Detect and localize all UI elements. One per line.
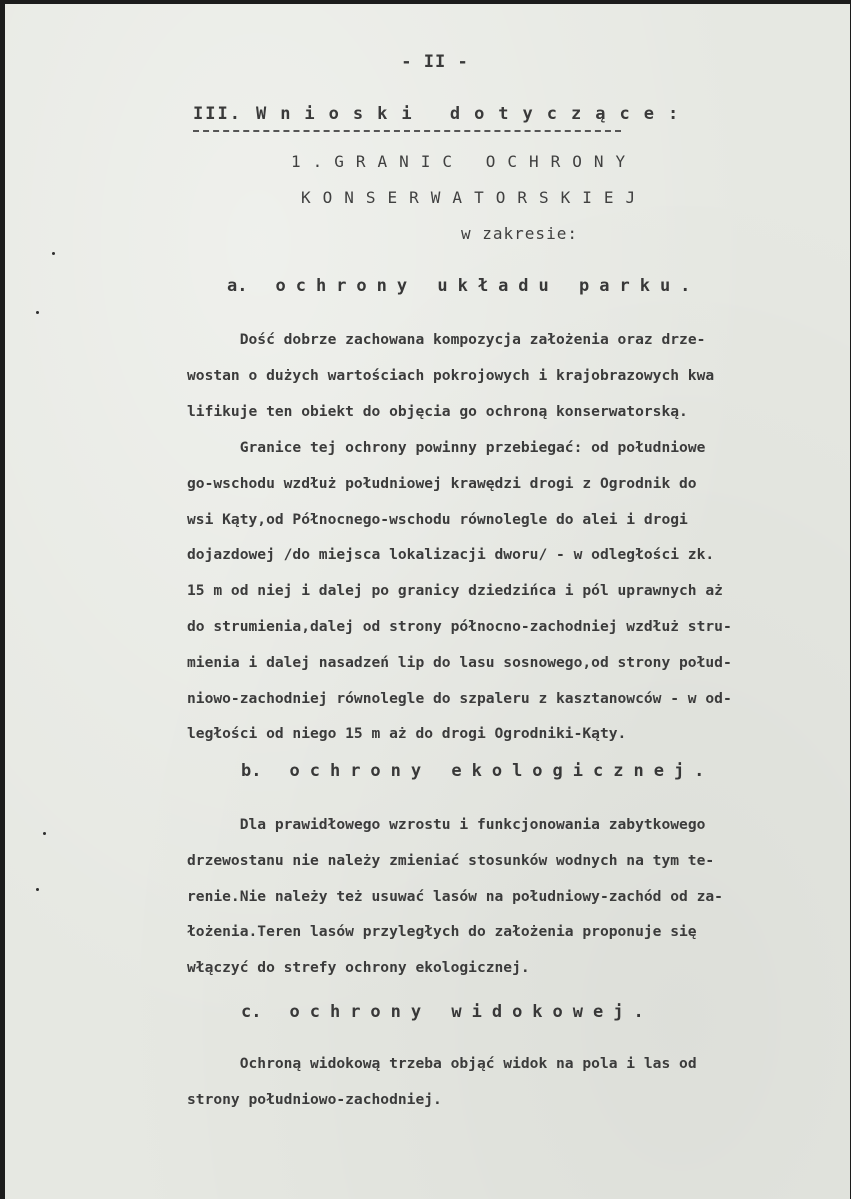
margin-speck	[36, 888, 39, 891]
section-title	[193, 104, 693, 124]
heading-line-1: 1.GRANIC OCHRONY	[291, 152, 638, 171]
heading-line-2: KONSERWATORSKIEJ	[301, 188, 648, 207]
title-underline	[193, 130, 621, 132]
section-title-text: Wnioski dotyczące:	[255, 104, 693, 124]
subsection-heading-b	[241, 761, 714, 781]
margin-speck	[43, 832, 46, 835]
subsection-heading-c	[241, 1002, 654, 1022]
margin-speck	[52, 252, 55, 255]
subsection-heading-a	[227, 276, 700, 296]
subsection-title: ochrony ekologicznej.	[289, 761, 715, 781]
document-page	[5, 4, 850, 1199]
paragraph: Granice tej ochrony powinny przebiegać: od południowe go-wschodu wzdłuż południowej krawędzi drogi z Ogrodnik do wsi Kąty,od Północnego-wschodu równolegle do alei i drogi dojazdowej /do miejsca lokalizacji dworu/ - w odległości zk. 15 m od niej i dalej po granicy dziedzińca i pól uprawnych aż do strumienia,dalej od strony północno-zachodniej wzdłuż stru- mienia i dalej nasadzeń lip do lasu sosnowego,od strony połud- niowo-zachodniej równolegle do szpaleru z kasztanowców - w od- ległości od niego 15 m aż do drogi Ogrodniki-Kąty.	[187, 439, 732, 743]
paragraph: Dla prawidłowego wzrostu i funkcjonowania zabytkowego drzewostanu nie należy zmieniać stosunków wodnych na tym te- renie.Nie należy też usuwać lasów na południowy-zachód od za- łożenia.Teren lasów przyległych do założenia proponuje się włączyć do strefy ochrony ekologicznej.	[187, 816, 723, 977]
page-number: - II -	[401, 52, 469, 72]
subsection-letter: b.	[241, 761, 262, 781]
section-numeral: III.	[193, 104, 242, 124]
subsection-title: ochrony widokowej.	[289, 1002, 654, 1022]
subsection-letter: a.	[227, 276, 248, 296]
margin-speck	[36, 311, 39, 314]
subsection-letter: c.	[241, 1002, 262, 1022]
paragraph: Ochroną widokową trzeba objąć widok na pola i las od strony południowo-zachodniej.	[187, 1055, 697, 1108]
heading-line-3: w zakresie:	[461, 224, 578, 243]
subsection-title: ochrony układu parku.	[275, 276, 701, 296]
paragraph: Dość dobrze zachowana kompozycja założenia oraz drze- wostan o dużych wartościach pokrojowych i krajobrazowych kwa lifikuje ten obiekt do objęcia go ochroną konserwatorską.	[187, 331, 715, 420]
